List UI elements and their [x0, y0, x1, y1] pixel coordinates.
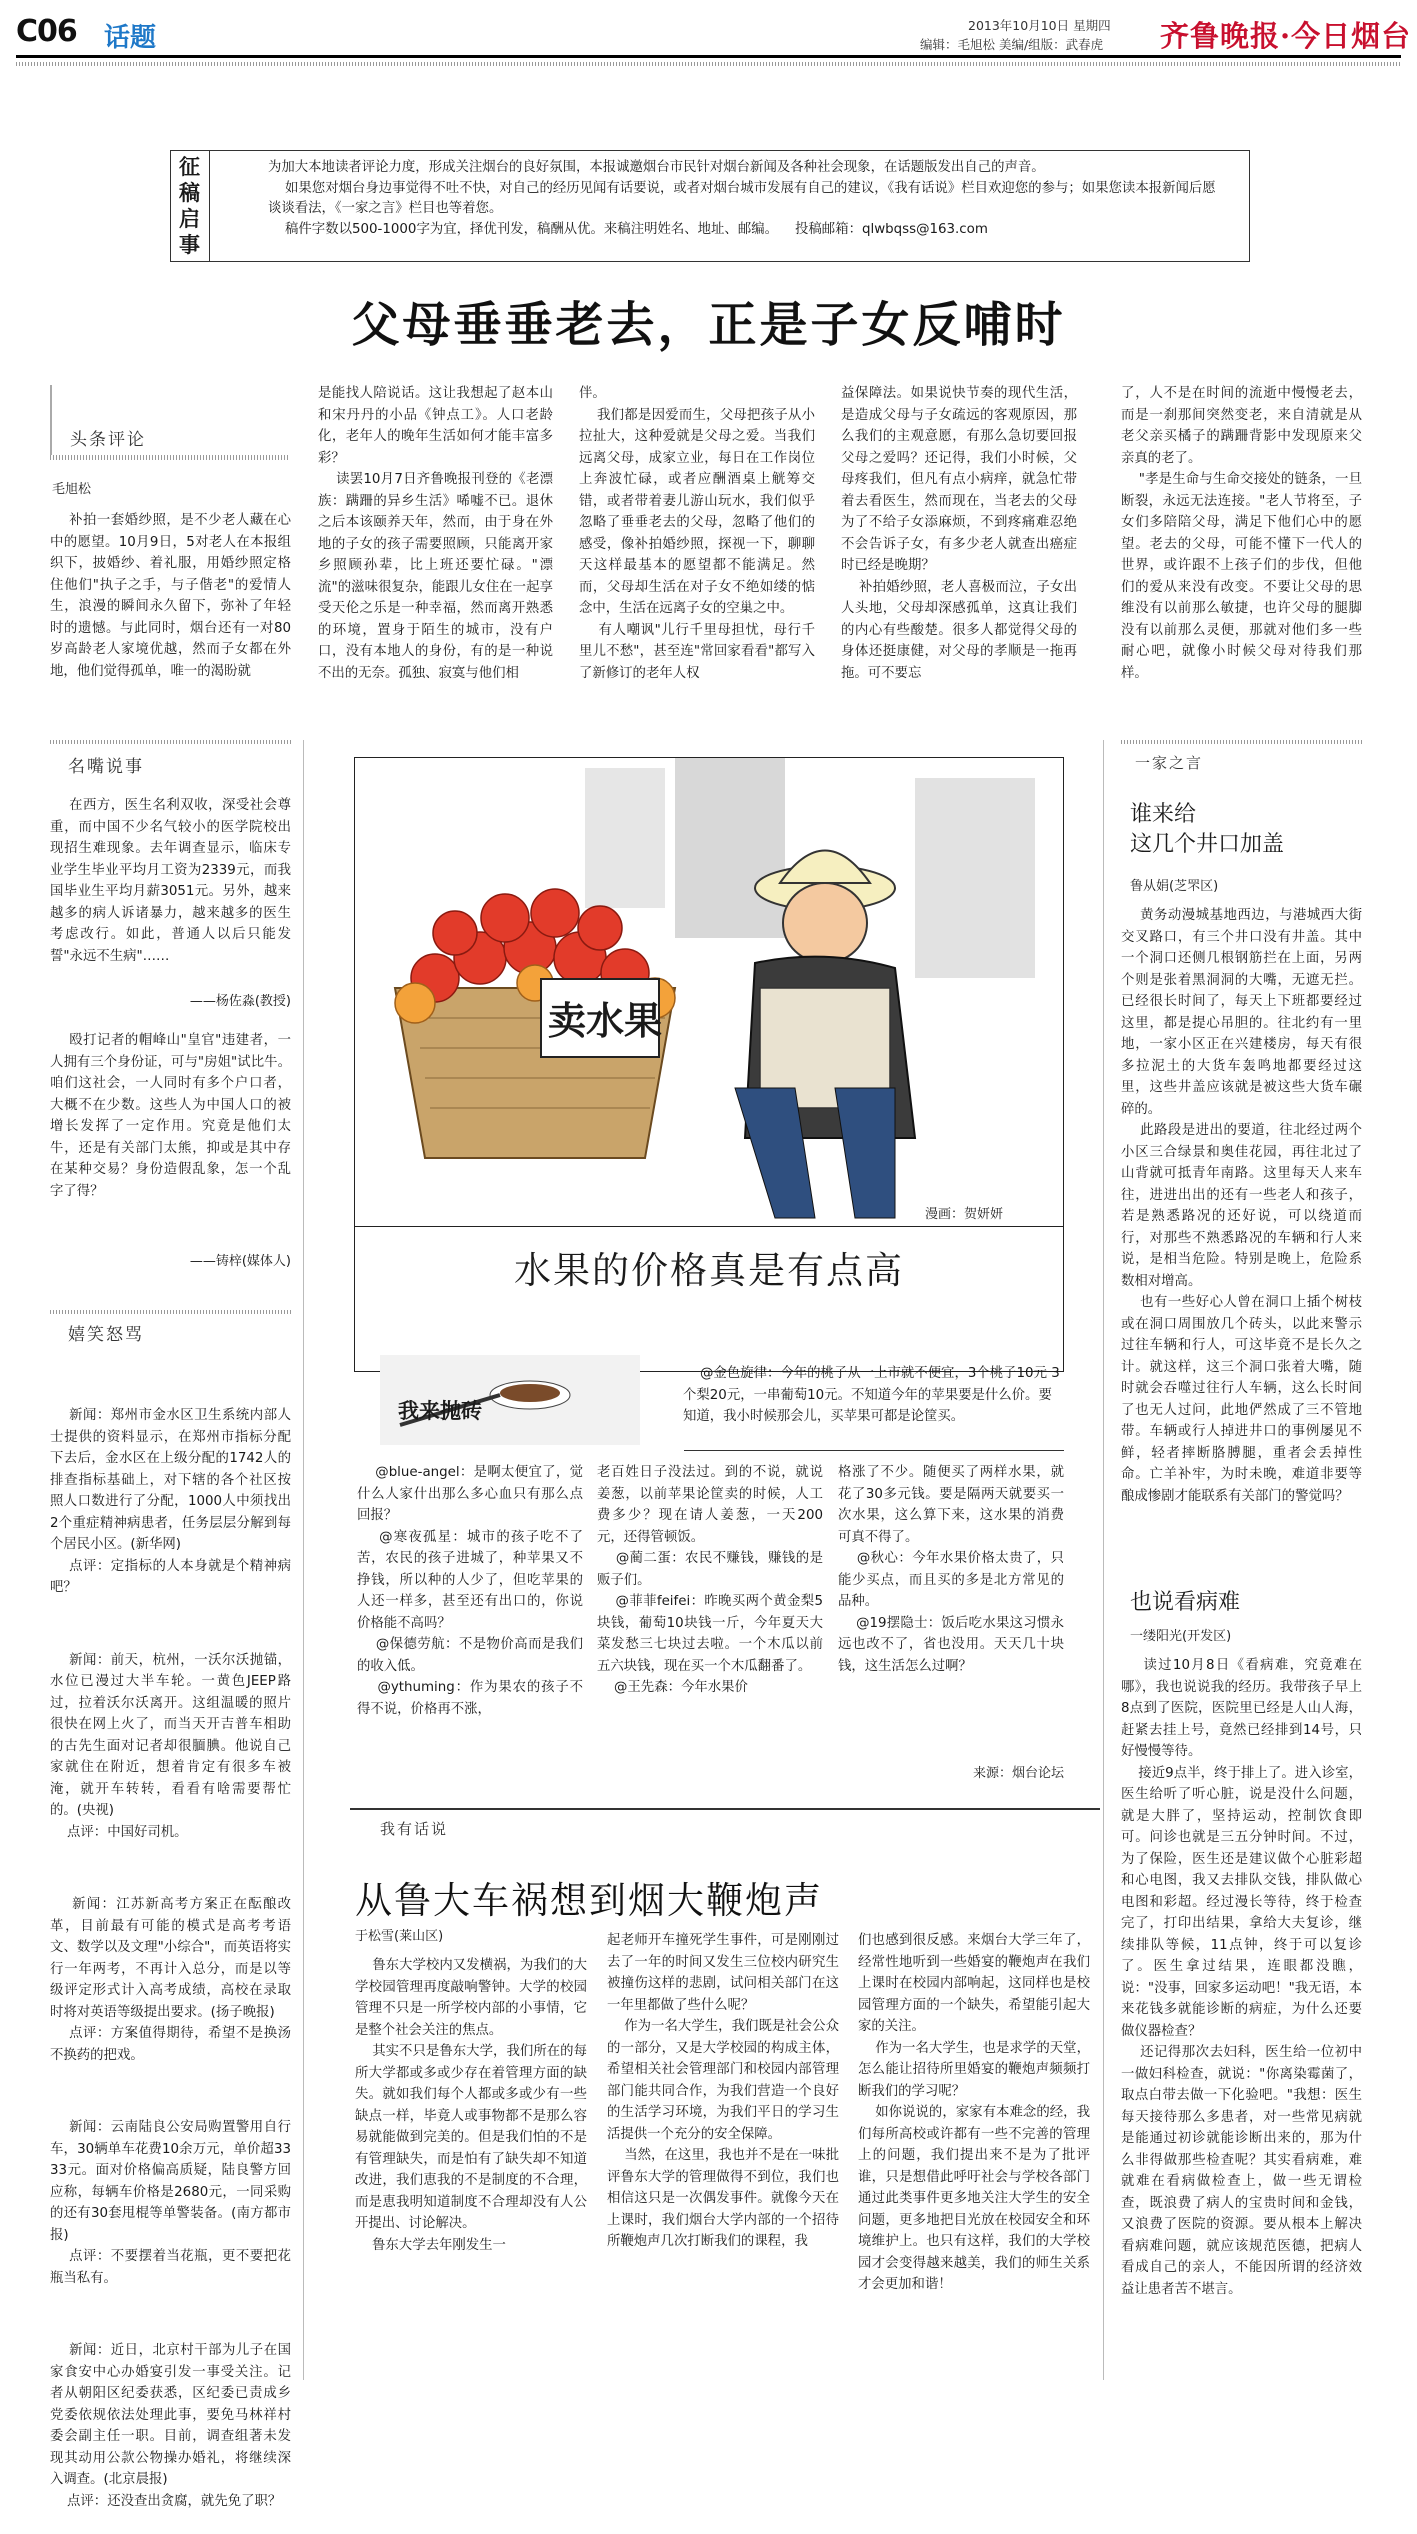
xixiao-item-2: 新闻：前天，杭州，一沃尔沃抛锚，水位已漫过大半车轮。一黄色JEEP路过，拉着沃尔沃离开。这组温暖的照片很快在网上火了，而当天开吉普车相助的古先生面对记者却很腼腆。他说自己家就住在附近，想着肯定有很多车被淹，就开车转转，看看有啥需要帮忙的。(央视) 点评：中国好司机。	[50, 1652, 291, 1840]
cartoon-credit: 漫画：贺妍妍	[925, 1207, 1004, 1222]
yijia-byline: 鲁从娟(芝罘区)	[1130, 879, 1219, 894]
lead-label-bar	[50, 385, 52, 455]
yijia-headline: 谁来给 这几个井口加盖	[1130, 802, 1285, 857]
lead-column-1: 补拍一套婚纱照，是不少老人藏在心中的愿望。10月9日，5对老人在本报组织下，披婚纱、着礼服，用婚纱照定格住他们"执子之手，与子偕老"的爱情人生，浪漫的瞬间永久留下，弥补了年轻时的遗憾。与此同时，烟台还有一对80岁高龄老人家境优越，然而子女都在外地，他们觉得孤单，唯一的渴盼就	[50, 513, 291, 679]
lead-label-hatch	[50, 455, 290, 460]
lead-byline: 毛旭松	[52, 482, 92, 497]
header-rule	[16, 55, 1401, 58]
lead-column-2: 是能找人陪说话。这让我想起了赵本山和宋丹丹的小品《钟点工》。人口老龄化，老年人的晚年生活如何才能丰富多彩？ 读罢10月7日齐鲁晚报刊登的《老漂族：蹒跚的异乡生活》唏嘘不已。退休之后本该颐养天年，然而，由于身在外地的子女的孩子需要照顾，只能离开家乡照顾孙辈，比上班还要忙碌。"漂流"的滋味很复杂，能跟儿女住在一起享受天伦之乐是一种幸福，然而离开熟悉的环境，置身于陌生的城市，没有户口，没有本地人的身份，有的是一种说不出的无奈。孤独、寂寞与他们相	[318, 386, 554, 681]
xixiao-news-list	[50, 1362, 292, 2509]
yijia-top-hatch	[1121, 740, 1362, 744]
xixiao-item-5: 新闻：近日，北京村干部为儿子在国家食安中心办婚宴引发一事受关注。记者从朝阳区纪委获悉，区纪委已责成乡党委依规依法处理此事，要免马林祥村委会副主任一职。目前，调查组著未发现其动用公款公物操办婚礼，将继续深入调查。(北京晨报) 点评：还没查出贪腐，就先免了职？	[50, 2343, 291, 2509]
mingzui-top-hatch	[50, 740, 291, 744]
yijia-article-text-2: 读过10月8日《看病难，究竟难在哪》，我也说说我的经历。我带孩子早上8点到了医院，医院里已经是人山人海，赶紧去挂上号，竟然已经排到14号，只好慢慢等待。 接近9点半，终于排上了。进入诊室，医生给听了听心脏，说是没什么问题，就是大胖了，坚持运动，控制饮食即可。问诊也就是三五分钟时间。不过，为了保险，医生还是建议做个心脏彩超和心电图，我又去排队交钱，排队做心电图和彩超。经过漫长等待，终于检查完了，打印出结果，拿给大夫复诊，继续排队等候，11点钟，终于可以复诊了。医生拿过结果，连眼都没瞧，说："没事，回家多运动吧！"我无语，本来花钱多就能诊断的病症，为什么还要做仪器检查？ 还记得那次去妇科，医生给一位初中一做妇科检查，就说："你离染霉菌了，取点白带去做一下化验吧。"我想：医生每天接待那么多患者，对一些常见病就是能通过初诊就能诊断出来的，那为什么非得做那些检查呢？其实看病难，难就难在看病做检查上，做一些无谓检查，既浪费了病人的宝贵时间和金钱，又浪费了医院的资源。要从根本上解决看病难问题，就应该规范医德，把病人看成自己的亲人，不能因所谓的经济效益让患者苦不堪言。	[1121, 1658, 1362, 2297]
editor-credits: 编辑：毛旭松 美编/组版：武春虎	[920, 37, 1104, 52]
yijia-section-label: 一家之言	[1135, 754, 1204, 772]
cartoon-title: 水果的价格真是有点高	[514, 1249, 904, 1292]
cartoon-caption-rule	[355, 1226, 1063, 1227]
header-hatch	[16, 62, 1401, 66]
lead-column-5: 了，人不是在时间的流逝中慢慢老去，而是一刹那间突然变老，来自清就是从老父亲买橘子的蹒跚背影中发现原来父亲真的老了。 "孝是生命与生命交接处的链条，一旦断裂，永远无法连接。"老人节将至，子女们多陪陪父母，满足下他们心中的愿望。老去的父母，可能不懂下一代人的世界，或许跟不上孩子们的步伐，但他们的爱从来没有改变。不要让父母的思维没有以前那么敏捷，也许父母的腿脚没有以前那么灵便，那就对他们多一些耐心吧，就像小时候父母对待我们那样。	[1121, 386, 1362, 681]
newspaper-brand: 齐鲁晚报·今日烟台	[1160, 19, 1412, 53]
mingzui-paragraph-1: 在西方，医生名利双收，深受社会尊重，而中国不少名气较小的医学院校出现招生难现象。去年调查显示，临床专业学生毕业平均月工资为2339元，而我国毕业生平均月薪3051元。另外，越来越多的病人诉诸暴力，越来越多的医生考虑改行。如此，普通人以后只能发誓"永远不生病"……	[50, 798, 291, 964]
xixiao-item-4: 新闻：云南陆良公安局购置警用自行车，30辆单车花费10余万元，单价超3333元。面对价格偏高质疑，陆良警方回应称，每辆车价格是2680元，一同采购的还有30套甩棍等单警装备。(南方都市报) 点评：不要摆着当花瓶，更不要把花瓶当私有。	[50, 2120, 291, 2286]
lead-column-4: 益保障法。如果说快节奏的现代生活，是造成父母与子女疏远的客观原因，那么我们的主观意愿，有那么急切要回报父母之爱吗？还记得，我们小时候，父母疼我们，但凡有点小病痒，就急忙带着去看医生，然而现在，当老去的父母为了不给子女添麻烦，不到疼痛难忍绝不会告诉子女，有多少老人就查出癌症时已经是晚期？ 补拍婚纱照，老人喜极而泣，子女出人头地，父母却深感孤单，这真让我们的内心有些酸楚。很多人都觉得父母的身体还挺康健，对父母的孝顺是一拖再拖。可不要忘	[841, 386, 1078, 681]
page-number: C06	[16, 14, 77, 49]
mingzui-signature-1: ——杨佐淼(教授)	[189, 994, 291, 1009]
mingzui-paragraph-2: 殴打记者的帽峰山"皇官"违建者，一人拥有三个身份证，可与"房姐"试比牛。咱们这社会，一人同时有多个户口者，大概不在少数。这些人为中国人口的被增长发挥了一定作用。究竟是他们太牛，还是有关部门太熊，抑或是其中存在某种交易？身份造假乱象，怎一个乱字了得？	[50, 1033, 291, 1199]
throw-quote-rule	[684, 1450, 1064, 1451]
sayit-column-2: 起老师开车撞死学生事件，可是刚刚过去了一年的时间又发生三位校内研究生被撞伤这样的悲剧，试问相关部门在这一年里都做了些什么呢？ 作为一名大学生，我们既是社会公众的一部分，又是大学校园的构成主体，希望相关社会管理部门和校园内部管理部门能共同合作，为我们营造一个良好的生活学习环境，为我们平日的学习生活提供一个充分的安全保障。 当然，在这里，我也并不是在一味批评鲁东大学的管理做得不到位，我们也相信这只是一次偶发事件。就像今天在上课时，我们烟台大学内部的一个招待所鞭炮声几次打断我们的课程，我	[607, 1933, 840, 2249]
lead-section-label: 头条评论	[70, 430, 146, 450]
xixiao-item-1: 新闻：郑州市金水区卫生系统内部人士提供的资料显示，在郑州市指标分配下去后，金水区在上级分配的1742人的排查指标基础上，对下辖的各个社区按照人口数进行了分配，1000人中须找出2个重症精神病患者，任务层层分解到每个居民小区。(新华网) 点评：定指标的人本身就是个精神病吧？	[50, 1408, 291, 1595]
cartoon-sign-text: 卖水果	[548, 999, 663, 1043]
throw-source: 来源：烟台论坛	[972, 1766, 1064, 1781]
sayit-column-1: 鲁东大学校内又发横祸，为我们的大学校园管理再度敲响警钟。大学的校园管理不只是一所学校内部的小事情，它是整个社会关注的焦点。 其实不只是鲁东大学，我们所在的每所大学都或多或少存在着管理方面的缺失。就如我们每个人都或多或少有一些缺点一样，毕竟人或事物都不是那么容易就能做到完美的。但是我们怕的不是有管理缺失，而是怕有了缺失却不知道改进，我们恵我的不是制度的不合理，而是恵我明知道制度不合理却没有人公开提出、讨论解决。 鲁东大学去年刚发生一	[355, 1958, 588, 2253]
xixiao-item-3: 新闻：江苏新高考方案正在酝酿改革，目前最有可能的模式是高考考语文、数学以及文理"小综合"，而英语将实行一年两考，不再计入总分，而是以等级评定形式计入高考成绩，高校在录取时将对英语等级提出要求。(扬子晚报) 点评：方案值得期待，希望不是换汤不换药的把戏。	[50, 1897, 292, 2063]
throw-section-label: 我来抛砖	[398, 1399, 482, 1423]
left-column-rule	[303, 740, 304, 2380]
yijia-headline-2: 也说看病难	[1130, 1590, 1241, 1615]
throw-column-3: 格涨了不少。随便买了两样水果，就花了30多元钱。要是隔两天就要买一次水果，这么算下来，这水果的消费可真不得了。 @秋心：今年水果价格太贵了，只能少买点，而且买的多是北方常见的品种。 @19摆隐士：饭后吃水果这习惯永远也改不了，省也没用。天天几十块钱，这生活怎么过啊？	[838, 1465, 1064, 1674]
lead-column-3: 伴。 我们都是因爱而生，父母把孩子从小拉扯大，这种爱就是父母之爱。当我们远离父母，成家立业，每日在工作岗位上奔波忙碌，或者应酬酒桌上觥筹交错，或者带着妻儿游山玩水，我们似乎忽略了垂垂老去的父母，忽略了他们的感受，像补拍婚纱照，探视一下，聊聊天这样最基本的愿望都不能满足。然而，父母却生活在对子女不绝如缕的惦念中，生活在远离子女的空巢之中。 有人嘲讽"儿行千里母担忧，母行千里儿不愁"，甚至连"常回家看看"都写入了新修订的老年人权	[579, 386, 816, 681]
xixiao-section-label: 嬉笑怒骂	[68, 1325, 144, 1345]
call-for-submissions-tab: 征 稿 启 事	[170, 150, 210, 262]
mingzui-signature-2: ——铸梓(媒体人)	[189, 1254, 291, 1269]
throw-quote: @金色旋律：今年的桃子从一上市就不便宜，3个桃子10元 3个梨20元，一串葡萄10元。不知道今年的苹果要是什么价。要知道，我小时候那会儿，买苹果可都是论筐买。	[683, 1366, 1060, 1424]
cartoon-illustration	[355, 758, 1063, 1228]
sayit-top-rule	[350, 1808, 1100, 1810]
mingzui-section-label: 名嘴说事	[68, 757, 144, 777]
xixiao-top-hatch	[50, 1310, 291, 1314]
right-column-rule	[1103, 740, 1104, 2380]
throw-column-2: 老百姓日子没法过。到的不说，就说姜葱，以前苹果论筐卖的时候，人工费多少？现在请人姜葱，一天200元，还得管顿饭。 @蔺二蛋：农民不赚钱，赚钱的是贩子们。 @菲菲feifei：昨晚买两个黄金梨5块钱，葡萄10块钱一斤，今年夏天大菜发愁三七块过去啦。一个木瓜以前五六块钱，现在买一个木瓜翻番了。 @王先森：今年水果价	[597, 1465, 823, 1695]
throw-column-1: @blue-angel：是啊太便宜了，觉什么人家什出那么多心血只有那么点回报？ @寒夜孤星：城市的孩子吃不了苦，农民的孩子进城了，种苹果又不挣钱，所以种的人少了，但吃苹果的人还一样多，甚至还有出口的，你说价格能不高吗？ @保德劳航：不是物价高而是我们的收入低。 @ythuming：作为果农的孩子不得不说，价格再不涨，	[357, 1465, 584, 1717]
yijia-byline-2: 一缕阳光(开发区)	[1130, 1629, 1232, 1644]
sayit-headline: 从鲁大车祸想到烟大鞭炮声	[355, 1879, 823, 1922]
sayit-column-3: 们也感到很反感。来烟台大学三年了，经常性地听到一些婚宴的鞭炮声在我们上课时在校园内部响起，这同样也是校园管理方面的一个缺失，希望能引起大家的关注。 作为一名大学生，也是求学的天堂，怎么能让招待所里婚宴的鞭炮声频频打断我们的学习呢？ 如你说说的，家家有本难念的经，我们每所高校或许都有一些不完善的管理上的问题，我们提出来不是为了批评谁，只是想借此呼吁社会与学校各部门通过此类事件更多地关注大学生的安全问题，更多地把目光放在校园安全和环境维护上。也只有这样，我们的大学校园才会变得越来越美，我们的师生关系才会更加和谐！	[858, 1933, 1091, 2292]
cartoon-frame	[354, 757, 1064, 1372]
sayit-section-label: 我有话说	[380, 1820, 449, 1838]
yijia-article-text: 黄务动漫城基地西边，与港城西大街交叉路口，有三个井口没有井盖。其中一个洞口还侧几根钢筋拦在上面，另两个则是张着黑洞洞的大嘴，无遮无拦。已经很长时间了，每天上下班都要经过这里，都是提心吊胆的。往北约有一里地，一家小区正在兴建楼房，每天有很多拉泥土的大货车轰鸣地都要经过这里，这些井盖应该就是被这些大货车碾碎的。 此路段是进出的要道，往北经过两个小区三合绿景和奥佳花园，再往北过了山背就可抵青年南路。这里每天人来车往，进进出出的还有一些老人和孩子，若是熟悉路况的还好说，可以绕道而行，对那些不熟悉路况的车辆和行人来说，是相当危险。特别是晚上，危险系数相对增高。 也有一些好心人曾在洞口上插个树枝或在洞口周围放几个砖头，以此来警示过往车辆和行人，可这毕竟不是长久之计。就这样，这三个洞口张着大嘴，随时就会吞噬过往行人车辆，这么长时间了也无人过问，此地俨然成了三不管地带。车辆或行人掉进井口的事例屡见不鲜，轻者摔断胳膊腿，重者会丢掉性命。亡羊补牢，为时未晚，难道非要等酿成惨剧才能联系有关部门的警觉吗？	[1121, 908, 1362, 1504]
call-for-submissions-text: 为加大本地读者评论力度，形成关注烟台的良好氛围，本报诚邀烟台市民针对烟台新闻及各种社会现象，在话题版发出自己的声音。 如果您对烟台身边事觉得不吐不快，对自己的经历见闻有话要说，或者对烟台城市发展有自己的建议，《我有话说》栏目欢迎您的参与；如果您读本报新闻后愿谈谈看法，《一家之言》栏目也等着您。 稿件字数以500-1000字为宜，择优刊发，稿酬从优。来稿注明姓名、地址、邮编。 投稿邮箱：qlwbqss@163.com	[268, 160, 1216, 237]
section-title: 话题	[104, 23, 157, 53]
sayit-byline: 于松雪(莱山区)	[355, 1929, 444, 1944]
issue-date: 2013年10月10日 星期四	[968, 18, 1111, 33]
main-headline: 父母垂垂老去，正是子女反哺时	[351, 297, 1066, 353]
